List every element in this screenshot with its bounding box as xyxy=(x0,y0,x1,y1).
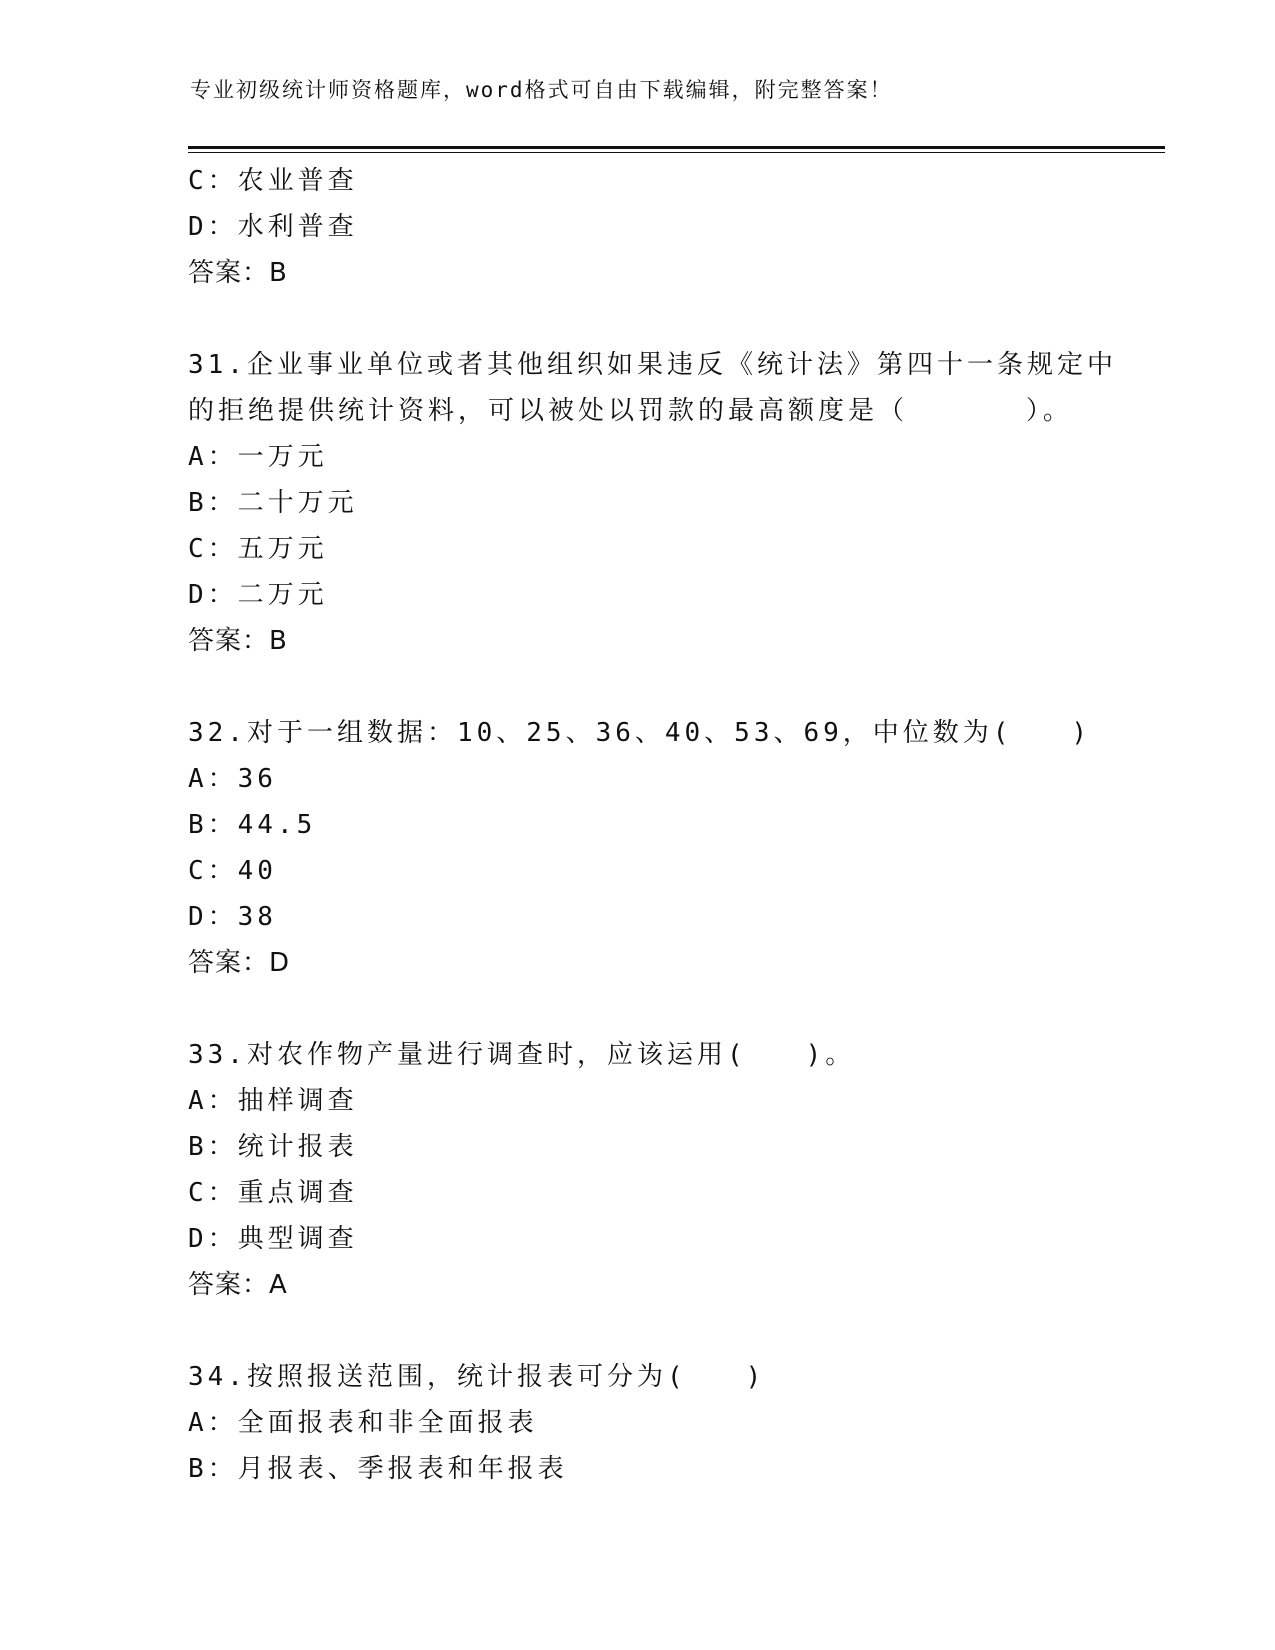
question-block xyxy=(188,342,1148,664)
option-c: C：40 xyxy=(188,856,277,886)
answer-line: 答案：D xyxy=(188,948,291,978)
answer-line: 答案：B xyxy=(188,626,288,656)
question-block xyxy=(188,158,1148,296)
answer-line: 答案：B xyxy=(188,258,288,288)
option-a: A：全面报表和非全面报表 xyxy=(188,1408,538,1438)
spacer xyxy=(188,1308,1148,1354)
spacer xyxy=(188,296,1148,342)
option-a: A：36 xyxy=(188,764,277,794)
option-d: D：二万元 xyxy=(188,580,328,610)
option-c: C：农业普查 xyxy=(188,166,358,196)
question-stem: 33.对农作物产量进行调查时，应该运用( )。 xyxy=(188,1040,856,1070)
option-c: C：重点调查 xyxy=(188,1178,358,1208)
answer-line: 答案：A xyxy=(188,1270,288,1300)
question-stem: 的拒绝提供统计资料，可以被处以罚款的最高额度是（ ）。 xyxy=(188,396,1073,426)
question-list xyxy=(188,158,1148,1492)
question-block xyxy=(188,710,1148,986)
question-block xyxy=(188,1354,1148,1492)
spacer xyxy=(188,986,1148,1032)
option-a: A：抽样调查 xyxy=(188,1086,358,1116)
header-rule-thin xyxy=(188,152,1165,153)
option-d: D：38 xyxy=(188,902,277,932)
question-block xyxy=(188,1032,1148,1308)
header-rule-thick xyxy=(188,146,1165,149)
spacer xyxy=(188,664,1148,710)
question-stem: 32.对于一组数据：10、25、36、40、53、69，中位数为( ) xyxy=(188,718,1092,748)
option-d: D：典型调查 xyxy=(188,1224,358,1254)
option-b: B：统计报表 xyxy=(188,1132,358,1162)
question-stem: 34.按照报送范围，统计报表可分为( ) xyxy=(188,1362,766,1392)
option-c: C：五万元 xyxy=(188,534,328,564)
option-b: B：二十万元 xyxy=(188,488,358,518)
option-b: B：月报表、季报表和年报表 xyxy=(188,1454,568,1484)
question-stem: 31.企业事业单位或者其他组织如果违反《统计法》第四十一条规定中 xyxy=(188,350,1117,380)
option-a: A：一万元 xyxy=(188,442,328,472)
option-b: B：44.5 xyxy=(188,810,317,840)
option-d: D：水利普查 xyxy=(188,212,358,242)
page-header: 专业初级统计师资格题库，word格式可自由下载编辑，附完整答案！ xyxy=(190,78,893,102)
